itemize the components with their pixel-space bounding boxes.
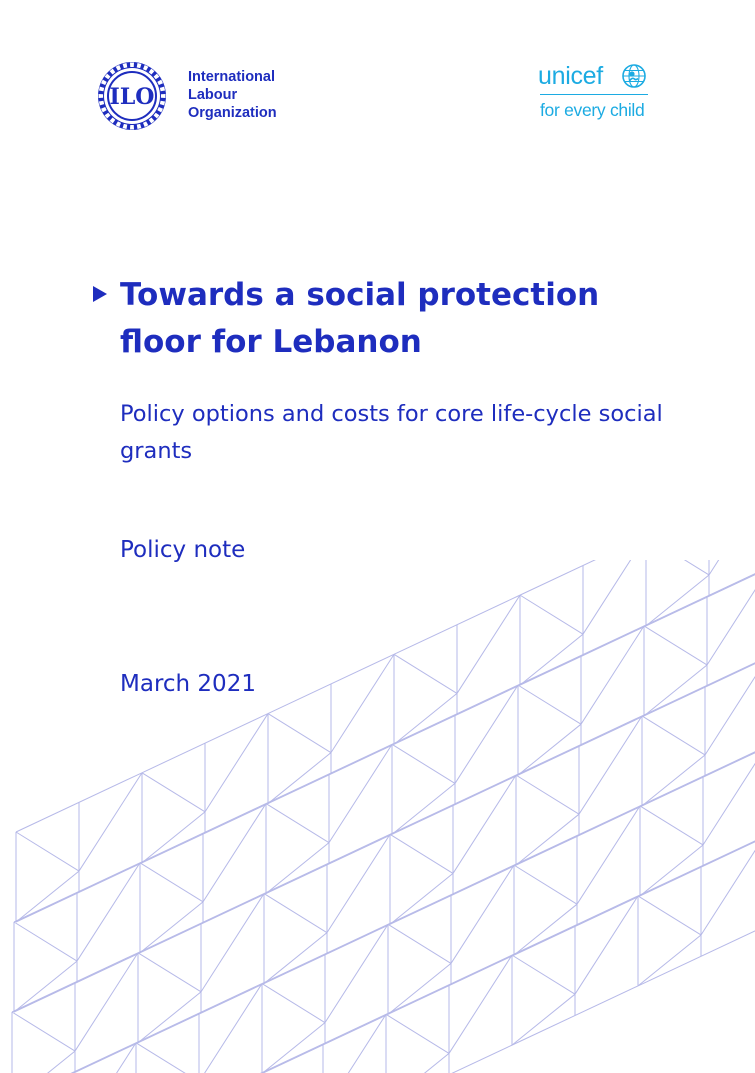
lattice-line bbox=[516, 775, 579, 814]
unicef-divider bbox=[540, 94, 648, 95]
lattice-line bbox=[386, 1014, 449, 1053]
lattice-line bbox=[520, 595, 583, 634]
ilo-name-line-2: Labour bbox=[188, 87, 238, 103]
ilo-name-line-1: International bbox=[188, 69, 276, 85]
lattice-line bbox=[583, 560, 646, 634]
gear-tooth bbox=[130, 63, 134, 67]
lattice-line bbox=[14, 922, 77, 961]
lattice-line bbox=[640, 747, 755, 806]
lattice-line bbox=[709, 560, 755, 575]
document-title: Towards a social protection floor for Lebanon bbox=[120, 277, 600, 360]
lattice-line bbox=[514, 865, 577, 904]
lattice-line bbox=[136, 1043, 199, 1073]
document-type: Policy note bbox=[120, 537, 246, 563]
lattice-line bbox=[705, 657, 755, 755]
unicef-globe-icon bbox=[621, 63, 647, 89]
lattice-line bbox=[390, 834, 453, 873]
lattice-line bbox=[12, 1051, 75, 1073]
lattice-line bbox=[262, 984, 325, 1023]
lattice-line bbox=[138, 953, 201, 992]
lattice-line bbox=[644, 626, 707, 665]
lattice-line bbox=[707, 567, 755, 665]
lattice-line bbox=[264, 894, 327, 933]
lattice-line bbox=[638, 896, 701, 935]
lattice-line bbox=[199, 984, 262, 1073]
unicef-tagline: for every child bbox=[540, 100, 645, 120]
lattice-line bbox=[142, 773, 205, 812]
lattice-line bbox=[386, 1053, 449, 1073]
gear-tooth bbox=[99, 94, 103, 98]
lattice-line bbox=[388, 924, 451, 963]
lattice-line bbox=[642, 716, 705, 755]
ilo-emblem-letters: ILO bbox=[109, 84, 155, 110]
gear-tooth bbox=[161, 94, 165, 98]
lattice-line bbox=[392, 744, 455, 783]
play-triangle-icon bbox=[92, 284, 108, 304]
lattice-line bbox=[642, 657, 755, 716]
lattice-line bbox=[638, 927, 755, 986]
gear-tooth bbox=[130, 125, 134, 129]
ilo-name-line-3: Organization bbox=[188, 105, 277, 121]
ilo-gear-emblem-icon bbox=[96, 60, 168, 132]
ilo-logo bbox=[96, 60, 296, 132]
lattice-line bbox=[638, 837, 755, 896]
lattice-line bbox=[518, 685, 581, 724]
lattice-line bbox=[266, 804, 329, 843]
lattice-line bbox=[16, 832, 79, 871]
unicef-logo bbox=[538, 60, 658, 124]
unicef-wordmark: unicef bbox=[538, 62, 603, 90]
lattice-line bbox=[394, 654, 457, 693]
lattice-line bbox=[512, 955, 575, 994]
lattice-line bbox=[703, 747, 755, 845]
document-subtitle: Policy options and costs for core life-cycle social grants bbox=[120, 401, 663, 464]
lattice-line bbox=[701, 837, 755, 935]
publication-date: March 2021 bbox=[120, 671, 256, 697]
lattice-line bbox=[644, 567, 755, 626]
lattice-line bbox=[10, 1043, 136, 1073]
lattice-line bbox=[323, 1014, 386, 1073]
triangle-lattice-pattern bbox=[0, 560, 755, 1073]
lattice-line bbox=[12, 1012, 75, 1051]
ilo-name bbox=[188, 68, 277, 122]
lattice-line bbox=[640, 806, 703, 845]
lattice-line bbox=[646, 560, 709, 575]
lattice-line bbox=[268, 714, 331, 753]
lattice-line bbox=[140, 863, 203, 902]
